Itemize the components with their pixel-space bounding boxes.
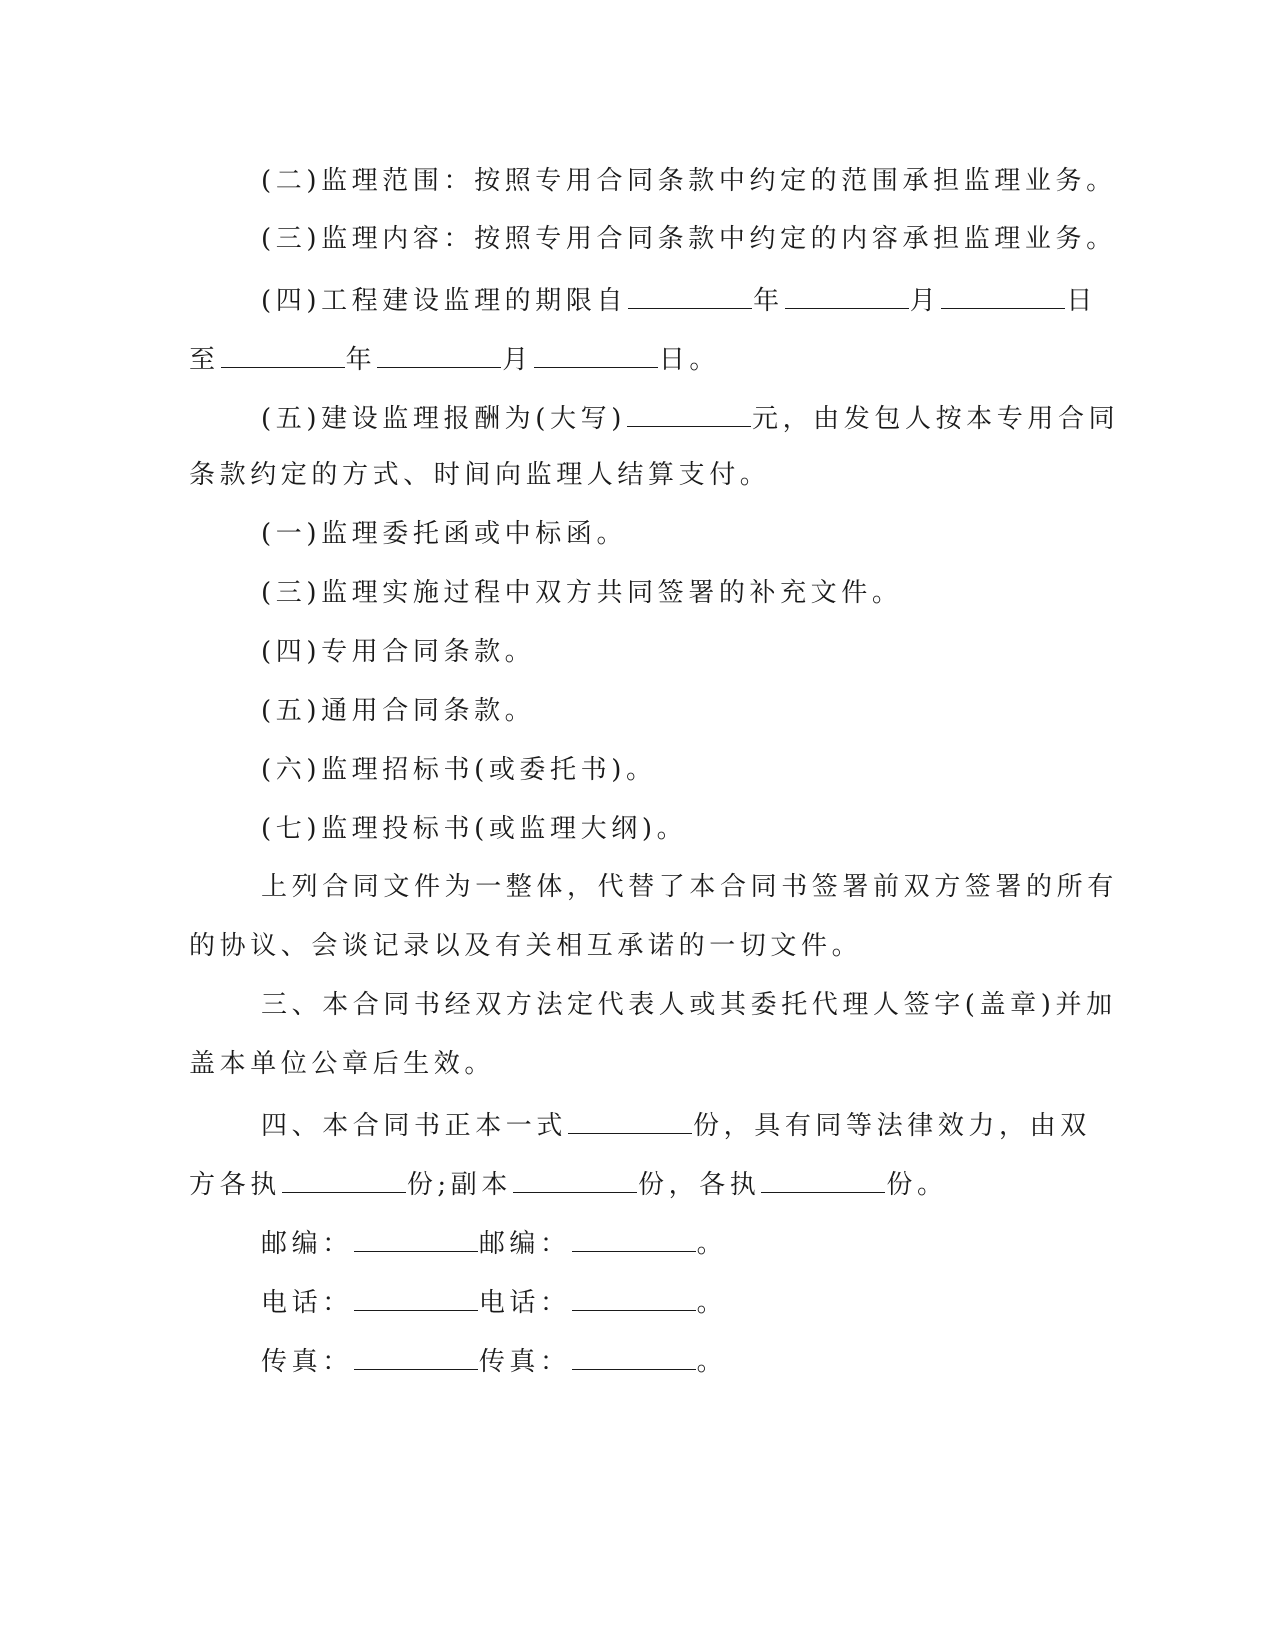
- paragraph-effectiveness-continued: [189, 1044, 1089, 1084]
- text-segment: (五)通用合同条款。: [261, 696, 536, 726]
- text-segment: 份，具有同等法律效力，由双: [693, 1111, 1091, 1141]
- text-segment: 份;副本: [406, 1170, 512, 1200]
- list-item-bid-document: [261, 809, 1161, 849]
- text-segment: 条款约定的方式、时间向监理人结算支付。: [189, 460, 771, 490]
- text-segment: 的协议、会谈记录以及有关相互承诺的一切文件。: [189, 931, 863, 961]
- list-item-tender-document: [261, 750, 1161, 790]
- paragraph-contract-documents: [261, 867, 1161, 907]
- text-segment: 四、本合同书正本一式: [261, 1111, 568, 1141]
- text-segment: 份，各执: [637, 1170, 761, 1200]
- paragraph-effectiveness: [261, 985, 1161, 1025]
- text-segment: 月: [502, 345, 533, 375]
- fill-in-blank: [354, 1221, 478, 1252]
- text-segment: 盖本单位公章后生效。: [189, 1049, 496, 1079]
- text-segment: 邮编：: [478, 1229, 571, 1259]
- fill-in-blank: [377, 337, 501, 368]
- text-segment: 。: [696, 1229, 728, 1259]
- fax-row: [261, 1339, 1161, 1379]
- text-segment: 年: [345, 345, 377, 375]
- paragraph-supervision-fee-continued: [189, 455, 1089, 495]
- text-segment: (三)监理内容：按照专用合同条款中约定的内容承担监理业务。: [261, 224, 1117, 254]
- text-segment: 日: [1066, 286, 1097, 316]
- fill-in-blank: [354, 1339, 478, 1370]
- text-segment: 电话：: [478, 1288, 571, 1318]
- paragraph-copies: [261, 1103, 1161, 1143]
- text-segment: (二)监理范围：按照专用合同条款中约定的范围承担监理业务。: [261, 166, 1117, 196]
- list-item-special-terms: [261, 632, 1161, 672]
- list-item-supplementary-documents: [261, 573, 1161, 613]
- text-segment: (一)监理委托函或中标函。: [261, 519, 628, 549]
- text-segment: (四)专用合同条款。: [261, 637, 536, 667]
- fill-in-blank: [941, 278, 1065, 309]
- text-segment: (七)监理投标书(或监理大纲)。: [261, 814, 688, 844]
- paragraph-supervision-period-end: [189, 337, 1089, 377]
- text-segment: (四)工程建设监理的期限自: [261, 286, 628, 316]
- fill-in-blank: [534, 337, 658, 368]
- fill-in-blank: [282, 1162, 406, 1193]
- paragraph-supervision-fee: [261, 396, 1161, 436]
- text-segment: 上列合同文件为一整体，代替了本合同书签署前双方签署的所有: [261, 872, 1118, 902]
- text-segment: 。: [696, 1288, 728, 1318]
- list-item-general-terms: [261, 691, 1161, 731]
- text-segment: 至: [189, 345, 220, 375]
- text-segment: 三、本合同书经双方法定代表人或其委托代理人签字(盖章)并加: [261, 990, 1117, 1020]
- fill-in-blank: [785, 278, 909, 309]
- telephone-row: [261, 1280, 1161, 1320]
- text-segment: 份。: [886, 1170, 948, 1200]
- text-segment: (五)建设监理报酬为(大写): [261, 404, 626, 434]
- text-segment: 电话：: [261, 1288, 353, 1318]
- paragraph-supervision-content: [261, 219, 1161, 259]
- paragraph-supervision-scope: [261, 161, 1161, 201]
- text-segment: (三)监理实施过程中双方共同签署的补充文件。: [261, 578, 903, 608]
- fill-in-blank: [628, 278, 752, 309]
- paragraph-copies-continued: [189, 1162, 1089, 1202]
- paragraph-contract-documents-continued: [189, 926, 1089, 966]
- text-segment: 日。: [658, 345, 721, 375]
- list-item-entrustment-letter: [261, 514, 1161, 554]
- postal-code-row: [261, 1221, 1161, 1261]
- fill-in-blank: [221, 337, 345, 368]
- paragraph-supervision-period: [261, 278, 1161, 318]
- fill-in-blank: [354, 1280, 478, 1311]
- text-segment: 传真：: [261, 1347, 353, 1377]
- fill-in-blank: [513, 1162, 637, 1193]
- text-segment: (六)监理招标书(或委托书)。: [261, 755, 657, 785]
- text-segment: 传真：: [478, 1347, 571, 1377]
- fill-in-blank: [572, 1280, 696, 1311]
- fill-in-blank: [572, 1221, 696, 1252]
- fill-in-blank: [568, 1103, 692, 1134]
- text-segment: 方各执: [189, 1170, 281, 1200]
- text-segment: 月: [909, 286, 941, 316]
- fill-in-blank: [761, 1162, 885, 1193]
- text-segment: 年: [753, 286, 784, 316]
- text-segment: 。: [696, 1347, 728, 1377]
- text-segment: 邮编：: [261, 1229, 353, 1259]
- text-segment: 元，由发包人按本专用合同: [751, 404, 1120, 434]
- fill-in-blank: [572, 1339, 696, 1370]
- fill-in-blank: [627, 396, 751, 427]
